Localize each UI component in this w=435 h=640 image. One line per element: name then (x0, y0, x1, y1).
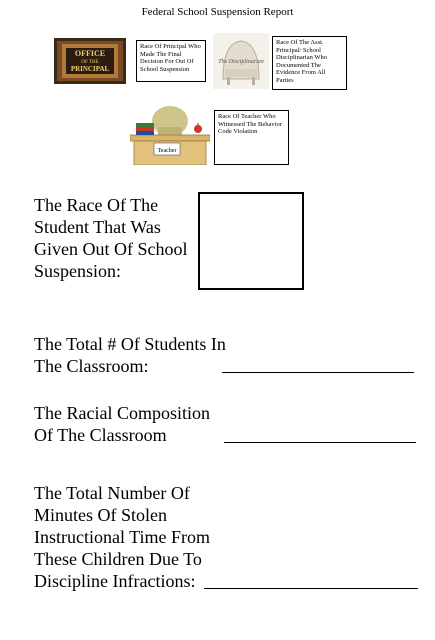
total-students-label: The Total # Of Students In The Classroom: (34, 334, 226, 376)
student-race-answer-box[interactable] (198, 192, 304, 290)
racial-composition-label: The Racial Composition Of The Classroom (34, 403, 210, 445)
stolen-time-label: The Total Number Of Minutes Of Stolen Instructional Time From These Children Due To Discipline Infractions: (34, 483, 211, 591)
principal-office-image (54, 38, 126, 84)
teacher-sign: Teacher (157, 148, 177, 154)
total-students-answer-line[interactable] (222, 372, 414, 373)
office-sign-line2: OF THE (81, 60, 99, 65)
racial-composition-answer-line[interactable] (224, 442, 416, 443)
principal-race-box: Race Of Principal Who Made The Final Decision For Out Of School Suspension (136, 40, 206, 82)
teacher-race-box: Race Of Teacher Who Witnessed The Behavior Code Violation (214, 110, 289, 165)
asst-principal-race-box: Race Of The Asst. Principal/ School Disciplinarian Who Documented The Evidence From All Parties (272, 36, 347, 90)
disciplinarian-image (213, 33, 269, 89)
disciplinarian-caption: The Disciplinarian (218, 59, 264, 65)
office-sign-line3: PRINCIPAL (70, 65, 110, 73)
student-race-label: The Race Of The Student That Was Given Out Of School Suspension: (34, 195, 188, 281)
teacher-desk-image (130, 103, 210, 165)
page-title: Federal School Suspension Report (141, 6, 294, 18)
stolen-time-answer-line[interactable] (204, 588, 418, 589)
office-sign-line1: OFFICE (74, 49, 106, 58)
